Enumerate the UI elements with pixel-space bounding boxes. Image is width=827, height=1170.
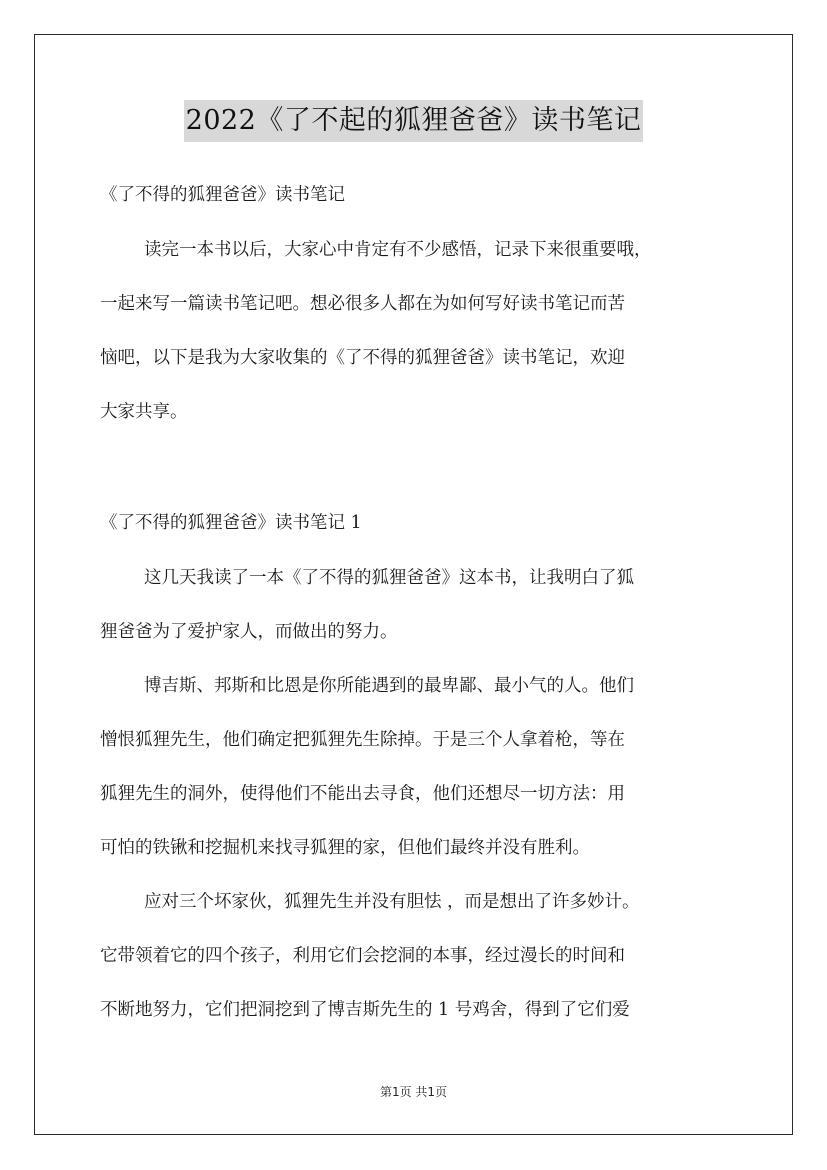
paragraph-line: 这几天我读了一本《了不得的狐狸爸爸》这本书，让我明白了狐 [144, 568, 634, 588]
paragraph-line: 大家共享。 [100, 402, 188, 422]
paragraph-line: 它带领着它的四个孩子，利用它们会挖洞的本事，经过漫长的时间和 [100, 946, 625, 966]
paragraph-line: 憎恨狐狸先生，他们确定把狐狸先生除掉。于是三个人拿着枪，等在 [100, 730, 625, 750]
paragraph-line: 狸爸爸为了爱护家人，而做出的努力。 [100, 622, 398, 642]
paragraph [100, 231, 740, 431]
paragraph-line: 读完一本书以后，大家心中肯定有不少感悟，记录下来很重要哦， [144, 240, 652, 260]
section-heading: 《了不得的狐狸爸爸》读书笔记 [100, 185, 345, 205]
paragraph [100, 883, 740, 1029]
paragraph-line: 不断地努力，它们把洞挖到了博吉斯先生的 1 号鸡舍，得到了它们爱 [100, 1000, 630, 1020]
page-number-footer: 第1页 共1页 [379, 1085, 448, 1099]
section-heading: 《了不得的狐狸爸爸》读书笔记 1 [100, 513, 362, 533]
paragraph-line: 一起来写一篇读书笔记吧。想必很多人都在为如何写好读书笔记而苦 [100, 294, 625, 314]
paragraph-line: 可怕的铁锹和挖掘机来找寻狐狸的家，但他们最终并没有胜利。 [100, 838, 590, 858]
title-container [0, 100, 827, 142]
paragraph-line: 博吉斯、邦斯和比恩是你所能遇到的最卑鄙、最小气的人。他们 [144, 676, 634, 696]
paragraph [100, 667, 740, 867]
paragraph-line: 恼吧，以下是我为大家收集的《了不得的狐狸爸爸》读书笔记，欢迎 [100, 348, 625, 368]
paragraph-line: 应对三个坏家伙，狐狸先生并没有胆怯 ，而是想出了许多妙计。 [144, 892, 640, 912]
document-body [100, 175, 740, 1029]
paragraph-line: 狐狸先生的洞外，使得他们不能出去寻食，他们还想尽一切方法：用 [100, 784, 625, 804]
document-title: 2022《了不起的狐狸爸爸》读书笔记 [184, 100, 644, 142]
paragraph [100, 559, 740, 651]
